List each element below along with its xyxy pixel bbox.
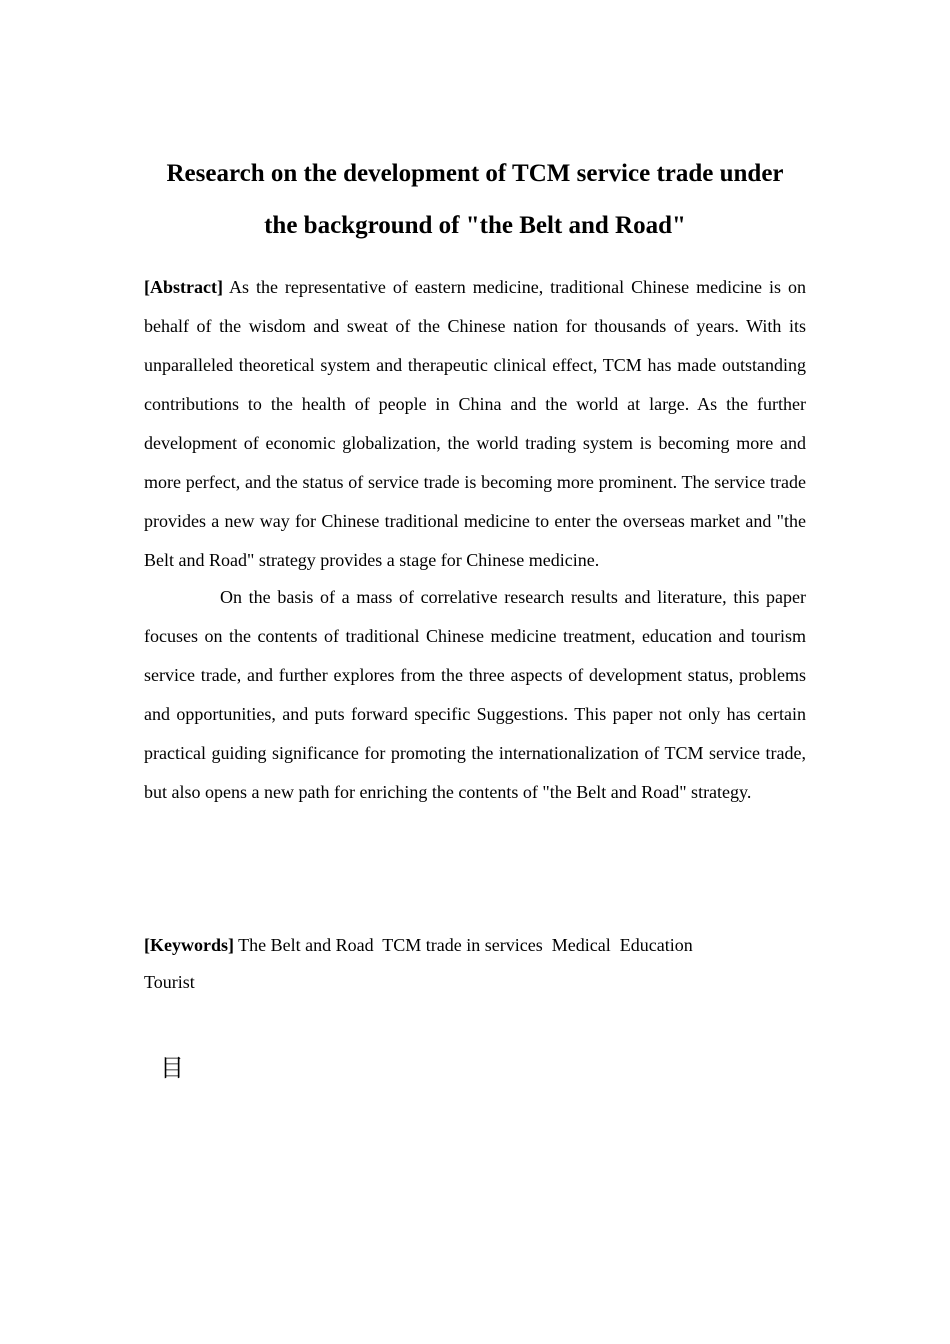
- keyword-5: Tourist: [144, 972, 195, 992]
- abstract-paragraph-1: [144, 268, 806, 580]
- keyword-1: The Belt and Road: [233, 935, 374, 955]
- abstract-section: [144, 268, 806, 812]
- keywords-section: [144, 927, 806, 1001]
- keyword-2: TCM trade in services: [373, 935, 543, 955]
- title-line-2: the background of "the Belt and Road": [264, 212, 686, 239]
- abstract-text-1: As the representative of eastern medicine, traditional Chinese medicine is on behalf of the wisdom and sweat of the Chinese nation for thousands of years. With its unparalleled theoretical system and therapeutic clinical effect, TCM has made outstanding contributions to the health of people in China and the world at large. As the further development of economic globalization, the world trading system is becoming more and more perfect, and the status of service trade is becoming more prominent. The service trade provides a new way for Chinese traditional medicine to enter the overseas market and "the Belt and Road" strategy provides a stage for Chinese medicine.: [144, 277, 806, 570]
- keywords-label: [Keywords]: [144, 935, 234, 955]
- title-line-1: Research on the development of TCM service trade under: [166, 160, 784, 187]
- paper-title: [140, 148, 810, 252]
- abstract-paragraph-2: On the basis of a mass of correlative research results and literature, this paper focuses on the contents of traditional Chinese medicine treatment, education and tourism service trade, and further explores from the three aspects of development status, problems and opportunities, and puts forward specific Suggestions. This paper not only has certain practical guiding significance for promoting the internationalization of TCM service trade, but also opens a new path for enriching the contents of "the Belt and Road" strategy.: [144, 587, 806, 802]
- abstract-label: [Abstract]: [144, 277, 223, 297]
- toc-heading: 目: [160, 1054, 184, 1082]
- keyword-3: Medical: [542, 935, 611, 955]
- keyword-4: Education: [610, 935, 693, 955]
